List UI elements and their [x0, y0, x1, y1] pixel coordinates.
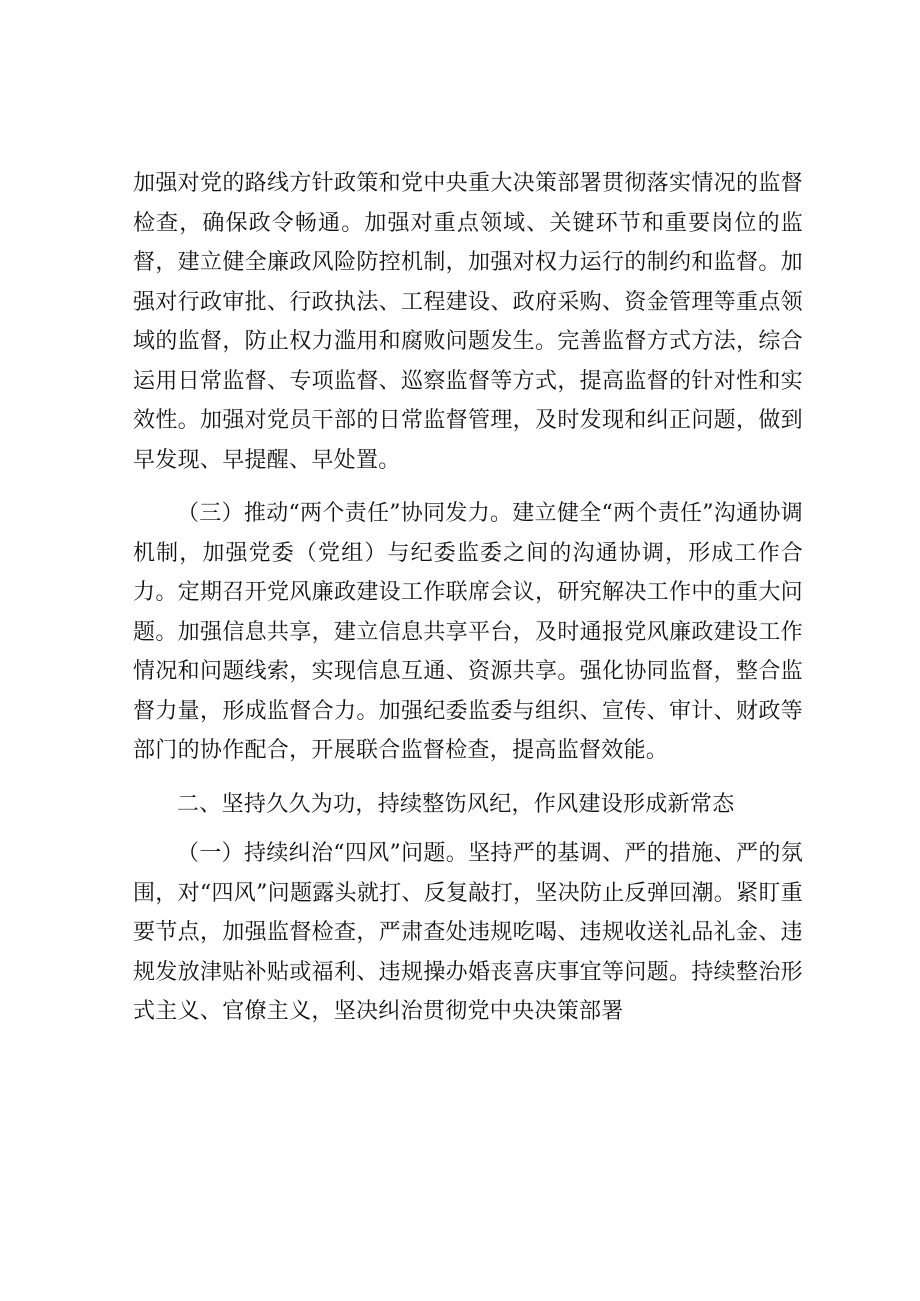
paragraph-four-winds: （一）持续纠治“四风”问题。坚持严的基调、严的措施、严的氛围，对“四风”问题露头就打、反复敲打，坚决防止反弹回潮。紧盯重要节点，加强监督检查，严肃查处违规吃喝、违规收送礼品礼金、违规发放津贴补贴或福利、违规操办婚丧喜庆事宜等问题。持续整治形式主义、官僚主义，坚决纠治贯彻党中央决策部署 [133, 841, 803, 1024]
paragraph-spacer [133, 824, 803, 834]
document-body [133, 164, 803, 1032]
paragraph-spacer [133, 480, 803, 494]
paragraph-two-responsibilities: （三）推动“两个责任”协同发力。建立健全“两个责任”沟通协调机制，加强党委（党组）与纪委监委之间的沟通协调，形成工作合力。定期召开党风廉政建设工作联席会议，研究解决工作中的重大问题。加强信息共享，建立信息共享平台，及时通报党风廉政建设工作情况和问题线索，实现信息互通、资源共享。强化协同监督，整合监督力量，形成监督合力。加强纪委监委与组织、宣传、审计、财政等部门的协作配合，开展联合监督检查，提高监督效能。 [133, 501, 803, 763]
paragraph-supervision-inspection: 加强对党的路线方针政策和党中央重大决策部署贯彻落实情况的监督检查，确保政令畅通。加强对重点领域、关键环节和重要岗位的监督，建立健全廉政风险防控机制，加强对权力运行的制约和监督。加强对行政审批、行政执法、工程建设、政府采购、资金管理等重点领域的监督，防止权力滥用和腐败问题发生。完善监督方式方法，综合运用日常监督、专项监督、巡察监督等方式，提高监督的针对性和实效性。加强对党员干部的日常监督管理，及时发现和纠正问题，做到早发现、早提醒、早处置。 [133, 171, 803, 473]
paragraph-spacer [133, 771, 803, 785]
section-heading-two: 二、坚持久久为功，持续整饬风纪，作风建设形成新常态 [177, 791, 735, 817]
